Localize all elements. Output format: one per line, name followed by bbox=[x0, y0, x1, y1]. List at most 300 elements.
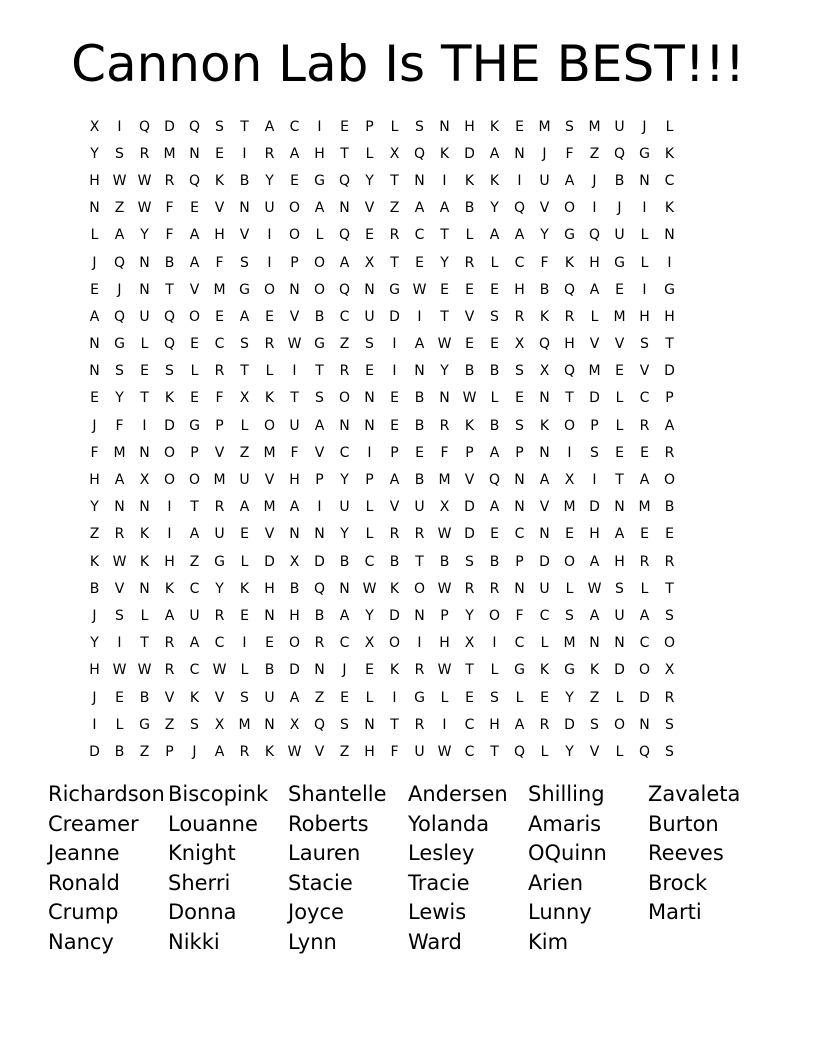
grid-letter: A bbox=[489, 499, 500, 516]
grid-row bbox=[82, 195, 732, 222]
grid-letter: T bbox=[415, 553, 424, 570]
grid-letter: I bbox=[317, 499, 322, 516]
grid-letter: R bbox=[664, 689, 675, 706]
grid-letter: Z bbox=[339, 743, 350, 760]
grid-letter: I bbox=[317, 118, 322, 135]
grid-letter: X bbox=[89, 118, 100, 135]
grid-letter: E bbox=[615, 444, 624, 461]
grid-letter: A bbox=[314, 200, 325, 217]
grid-letter: R bbox=[239, 743, 250, 760]
grid-letter: Y bbox=[365, 172, 374, 189]
grid-letter: K bbox=[264, 743, 275, 760]
grid-letter: L bbox=[665, 118, 674, 135]
grid-letter: L bbox=[465, 227, 474, 244]
grid-letter: I bbox=[567, 444, 572, 461]
grid-letter: E bbox=[465, 689, 474, 706]
grid-letter: N bbox=[414, 363, 425, 380]
grid-letter: D bbox=[614, 662, 625, 679]
grid-letter: A bbox=[389, 472, 400, 489]
grid-letter: M bbox=[263, 444, 276, 461]
grid-letter: I bbox=[392, 363, 397, 380]
grid-letter: X bbox=[214, 716, 225, 733]
grid-letter: A bbox=[639, 472, 650, 489]
grid-letter: Y bbox=[565, 689, 574, 706]
word-list-item: Ronald bbox=[48, 870, 120, 895]
grid-letter: R bbox=[389, 227, 400, 244]
grid-letter: S bbox=[115, 145, 124, 162]
grid-letter: E bbox=[340, 118, 349, 135]
grid-letter: E bbox=[365, 662, 374, 679]
grid-letter: J bbox=[92, 417, 97, 434]
grid-letter: L bbox=[440, 689, 449, 706]
grid-letter: N bbox=[614, 635, 625, 652]
grid-letter: T bbox=[440, 227, 449, 244]
grid-letter: Q bbox=[313, 716, 326, 733]
word-list-item: Kim bbox=[528, 929, 569, 954]
grid-letter: A bbox=[339, 254, 350, 271]
grid-letter: A bbox=[214, 743, 225, 760]
grid-letter: Q bbox=[313, 580, 326, 597]
grid-letter: S bbox=[365, 336, 374, 353]
grid-letter: V bbox=[614, 336, 625, 353]
grid-letter: B bbox=[489, 553, 500, 570]
grid-letter: Y bbox=[90, 145, 99, 162]
grid-letter: D bbox=[464, 499, 475, 516]
word-list-item: Shantelle bbox=[288, 782, 387, 806]
grid-letter: I bbox=[117, 118, 122, 135]
grid-letter: L bbox=[540, 635, 549, 652]
grid-letter: N bbox=[664, 227, 675, 244]
grid-letter: N bbox=[539, 526, 550, 543]
word-list-item: Creamer bbox=[48, 811, 139, 836]
grid-letter: H bbox=[264, 580, 275, 597]
grid-letter: X bbox=[364, 254, 375, 271]
grid-letter: N bbox=[289, 281, 300, 298]
grid-letter: Y bbox=[490, 200, 499, 217]
grid-letter: N bbox=[439, 390, 450, 407]
grid-letter: R bbox=[539, 716, 550, 733]
grid-letter: A bbox=[289, 145, 300, 162]
word-column bbox=[168, 780, 288, 958]
grid-letter: V bbox=[264, 526, 275, 543]
grid-letter: V bbox=[464, 472, 475, 489]
grid-letter: Z bbox=[339, 336, 350, 353]
grid-letter: X bbox=[364, 635, 375, 652]
grid-letter: E bbox=[615, 363, 624, 380]
grid-letter: K bbox=[164, 390, 175, 407]
grid-letter: D bbox=[464, 145, 475, 162]
grid-letter: M bbox=[438, 472, 451, 489]
grid-letter: X bbox=[664, 662, 675, 679]
grid-row bbox=[82, 412, 732, 439]
grid-letter: R bbox=[214, 499, 225, 516]
grid-letter: M bbox=[588, 118, 601, 135]
grid-letter: P bbox=[465, 444, 474, 461]
grid-letter: O bbox=[388, 635, 401, 652]
grid-letter: S bbox=[590, 444, 599, 461]
grid-letter: E bbox=[640, 526, 649, 543]
grid-letter: I bbox=[517, 172, 522, 189]
grid-letter: I bbox=[592, 472, 597, 489]
grid-letter: N bbox=[139, 580, 150, 597]
word-list-item: Stacie bbox=[288, 870, 353, 895]
grid-letter: Q bbox=[538, 336, 551, 353]
grid-letter: D bbox=[164, 118, 175, 135]
grid-letter: M bbox=[213, 472, 226, 489]
grid-letter: Y bbox=[140, 227, 149, 244]
grid-letter: A bbox=[189, 526, 200, 543]
grid-letter: M bbox=[588, 363, 601, 380]
grid-letter: E bbox=[465, 336, 474, 353]
grid-letter: T bbox=[390, 172, 399, 189]
grid-letter: S bbox=[465, 553, 474, 570]
grid-letter: R bbox=[164, 635, 175, 652]
grid-letter: G bbox=[564, 227, 575, 244]
grid-letter: N bbox=[189, 145, 200, 162]
grid-letter: A bbox=[414, 336, 425, 353]
grid-letter: Q bbox=[338, 172, 351, 189]
grid-letter: R bbox=[164, 662, 175, 679]
grid-letter: S bbox=[115, 607, 124, 624]
grid-letter: S bbox=[165, 363, 174, 380]
grid-letter: G bbox=[139, 716, 150, 733]
grid-letter: B bbox=[464, 200, 475, 217]
grid-letter: S bbox=[215, 118, 224, 135]
grid-letter: S bbox=[490, 308, 499, 325]
grid-letter: R bbox=[414, 716, 425, 733]
grid-letter: L bbox=[490, 254, 499, 271]
grid-letter: B bbox=[489, 417, 500, 434]
grid-letter: R bbox=[464, 580, 475, 597]
grid-letter: V bbox=[539, 200, 550, 217]
grid-letter: F bbox=[90, 444, 99, 461]
grid-letter: T bbox=[190, 499, 199, 516]
grid-letter: R bbox=[139, 145, 150, 162]
grid-letter: C bbox=[514, 254, 525, 271]
grid-letter: A bbox=[564, 172, 575, 189]
grid-letter: H bbox=[89, 662, 100, 679]
word-list-item: Joyce bbox=[288, 900, 344, 925]
grid-letter: N bbox=[139, 281, 150, 298]
grid-letter: V bbox=[239, 227, 250, 244]
grid-letter: R bbox=[564, 308, 575, 325]
grid-letter: X bbox=[389, 145, 400, 162]
grid-letter: R bbox=[114, 526, 125, 543]
grid-letter: L bbox=[240, 553, 249, 570]
grid-letter: U bbox=[189, 607, 200, 624]
grid-letter: X bbox=[289, 716, 300, 733]
grid-letter: R bbox=[639, 417, 650, 434]
word-column bbox=[528, 780, 648, 958]
grid-letter: E bbox=[640, 444, 649, 461]
grid-letter: H bbox=[214, 227, 225, 244]
grid-letter: I bbox=[642, 281, 647, 298]
grid-letter: R bbox=[264, 336, 275, 353]
grid-letter: C bbox=[639, 635, 650, 652]
grid-letter: M bbox=[163, 145, 176, 162]
grid-letter: E bbox=[415, 444, 424, 461]
grid-letter: A bbox=[539, 472, 550, 489]
grid-row bbox=[82, 738, 732, 765]
grid-row bbox=[82, 657, 732, 684]
grid-letter: Y bbox=[465, 607, 474, 624]
grid-letter: P bbox=[515, 444, 524, 461]
grid-letter: E bbox=[415, 254, 424, 271]
grid-letter: Y bbox=[440, 363, 449, 380]
grid-letter: N bbox=[139, 499, 150, 516]
grid-letter: C bbox=[289, 118, 300, 135]
grid-letter: N bbox=[314, 526, 325, 543]
grid-letter: I bbox=[367, 444, 372, 461]
grid-row bbox=[82, 358, 732, 385]
grid-letter: D bbox=[564, 716, 575, 733]
grid-letter: W bbox=[287, 743, 302, 760]
grid-letter: T bbox=[290, 390, 299, 407]
grid-letter: O bbox=[613, 716, 626, 733]
grid-letter: M bbox=[113, 444, 126, 461]
grid-letter: N bbox=[514, 145, 525, 162]
grid-row bbox=[82, 140, 732, 167]
grid-letter: U bbox=[264, 200, 275, 217]
grid-letter: X bbox=[289, 553, 300, 570]
grid-letter: Q bbox=[413, 145, 426, 162]
grid-letter: W bbox=[212, 662, 227, 679]
grid-letter: Z bbox=[314, 689, 325, 706]
grid-letter: K bbox=[264, 390, 275, 407]
word-list-item: Zavaleta bbox=[648, 782, 741, 806]
grid-letter: P bbox=[165, 743, 174, 760]
grid-letter: M bbox=[613, 308, 626, 325]
grid-letter: C bbox=[214, 336, 225, 353]
word-list-item: Nancy bbox=[48, 929, 114, 954]
grid-letter: K bbox=[389, 662, 400, 679]
grid-letter: N bbox=[139, 254, 150, 271]
grid-letter: I bbox=[92, 716, 97, 733]
grid-letter: I bbox=[442, 172, 447, 189]
grid-letter: E bbox=[90, 281, 99, 298]
grid-letter: P bbox=[515, 553, 524, 570]
grid-letter: A bbox=[314, 417, 325, 434]
grid-letter: C bbox=[189, 580, 200, 597]
grid-letter: W bbox=[412, 281, 427, 298]
grid-letter: B bbox=[314, 607, 325, 624]
grid-row bbox=[82, 439, 732, 466]
grid-letter: E bbox=[215, 308, 224, 325]
grid-letter: U bbox=[364, 308, 375, 325]
grid-letter: G bbox=[189, 417, 200, 434]
grid-row bbox=[82, 711, 732, 738]
grid-letter: N bbox=[339, 200, 350, 217]
grid-letter: X bbox=[439, 499, 450, 516]
grid-letter: N bbox=[539, 390, 550, 407]
grid-letter: C bbox=[214, 635, 225, 652]
grid-letter: G bbox=[239, 281, 250, 298]
grid-letter: M bbox=[563, 499, 576, 516]
grid-letter: O bbox=[338, 390, 351, 407]
grid-letter: S bbox=[415, 118, 424, 135]
grid-letter: F bbox=[540, 254, 549, 271]
grid-letter: E bbox=[465, 281, 474, 298]
grid-letter: T bbox=[465, 662, 474, 679]
grid-letter: E bbox=[240, 607, 249, 624]
grid-letter: N bbox=[364, 281, 375, 298]
word-list-item: Brock bbox=[648, 870, 708, 895]
grid-letter: H bbox=[289, 607, 300, 624]
grid-letter: N bbox=[514, 472, 525, 489]
grid-letter: G bbox=[639, 145, 650, 162]
grid-letter: E bbox=[615, 281, 624, 298]
grid-letter: L bbox=[190, 363, 199, 380]
grid-letter: Z bbox=[89, 526, 100, 543]
grid-letter: R bbox=[439, 417, 450, 434]
grid-row bbox=[82, 331, 732, 358]
word-list-item: Andersen bbox=[408, 782, 508, 806]
grid-letter: T bbox=[390, 254, 399, 271]
grid-letter: P bbox=[440, 607, 449, 624]
grid-letter: E bbox=[265, 308, 274, 325]
grid-letter: K bbox=[89, 553, 100, 570]
grid-letter: K bbox=[214, 172, 225, 189]
grid-letter: Q bbox=[163, 336, 176, 353]
grid-letter: S bbox=[515, 363, 524, 380]
grid-letter: D bbox=[389, 607, 400, 624]
grid-letter: A bbox=[189, 254, 200, 271]
grid-letter: I bbox=[392, 336, 397, 353]
word-list-item: Jeanne bbox=[48, 841, 120, 866]
grid-letter: C bbox=[539, 607, 550, 624]
grid-letter: J bbox=[342, 662, 347, 679]
grid-letter: E bbox=[540, 689, 549, 706]
grid-letter: J bbox=[542, 145, 547, 162]
grid-letter: F bbox=[215, 254, 224, 271]
grid-letter: E bbox=[90, 390, 99, 407]
grid-letter: T bbox=[140, 390, 149, 407]
grid-letter: K bbox=[489, 118, 500, 135]
grid-letter: R bbox=[664, 553, 675, 570]
word-list-item: Knight bbox=[168, 841, 236, 866]
grid-letter: R bbox=[164, 172, 175, 189]
grid-letter: K bbox=[439, 145, 450, 162]
grid-letter: Z bbox=[589, 689, 600, 706]
grid-letter: G bbox=[514, 662, 525, 679]
grid-letter: P bbox=[590, 417, 599, 434]
grid-letter: E bbox=[365, 363, 374, 380]
grid-letter: R bbox=[214, 607, 225, 624]
grid-letter: M bbox=[538, 118, 551, 135]
grid-letter: B bbox=[414, 472, 425, 489]
grid-letter: R bbox=[514, 308, 525, 325]
grid-letter: Q bbox=[563, 281, 576, 298]
grid-letter: M bbox=[263, 499, 276, 516]
grid-letter: S bbox=[565, 607, 574, 624]
grid-letter: A bbox=[589, 607, 600, 624]
grid-row bbox=[82, 684, 732, 711]
grid-letter: I bbox=[417, 635, 422, 652]
grid-letter: U bbox=[339, 499, 350, 516]
grid-letter: K bbox=[539, 417, 550, 434]
grid-letter: Y bbox=[90, 499, 99, 516]
grid-letter: B bbox=[264, 662, 275, 679]
grid-letter: V bbox=[189, 281, 200, 298]
grid-letter: O bbox=[488, 607, 501, 624]
grid-letter: H bbox=[464, 118, 475, 135]
grid-letter: O bbox=[313, 281, 326, 298]
word-list-item: Biscopink bbox=[168, 782, 269, 806]
grid-letter: A bbox=[414, 200, 425, 217]
grid-letter: F bbox=[165, 227, 174, 244]
grid-letter: S bbox=[565, 118, 574, 135]
grid-letter: X bbox=[239, 390, 250, 407]
grid-letter: B bbox=[489, 363, 500, 380]
grid-letter: A bbox=[489, 145, 500, 162]
grid-letter: C bbox=[414, 227, 425, 244]
grid-letter: U bbox=[239, 472, 250, 489]
grid-letter: B bbox=[414, 390, 425, 407]
grid-letter: G bbox=[389, 281, 400, 298]
grid-row bbox=[82, 167, 732, 194]
word-column bbox=[288, 780, 408, 958]
grid-letter: I bbox=[442, 716, 447, 733]
grid-letter: Y bbox=[440, 254, 449, 271]
grid-letter: H bbox=[289, 472, 300, 489]
grid-row bbox=[82, 385, 732, 412]
grid-letter: N bbox=[114, 499, 125, 516]
grid-letter: A bbox=[289, 689, 300, 706]
grid-letter: D bbox=[389, 308, 400, 325]
grid-letter: L bbox=[90, 227, 99, 244]
grid-letter: V bbox=[214, 444, 225, 461]
grid-letter: N bbox=[239, 200, 250, 217]
grid-letter: I bbox=[267, 227, 272, 244]
grid-letter: D bbox=[264, 553, 275, 570]
word-column bbox=[48, 780, 168, 958]
grid-letter: A bbox=[514, 716, 525, 733]
grid-letter: N bbox=[289, 526, 300, 543]
grid-letter: L bbox=[640, 580, 649, 597]
grid-letter: E bbox=[215, 145, 224, 162]
grid-letter: I bbox=[242, 635, 247, 652]
word-list-item: OQuinn bbox=[528, 841, 607, 866]
grid-letter: I bbox=[142, 417, 147, 434]
grid-letter: E bbox=[440, 281, 449, 298]
grid-letter: G bbox=[314, 336, 325, 353]
grid-letter: H bbox=[589, 526, 600, 543]
grid-letter: T bbox=[340, 145, 349, 162]
grid-letter: K bbox=[489, 172, 500, 189]
grid-letter: K bbox=[239, 580, 250, 597]
grid-letter: K bbox=[564, 254, 575, 271]
grid-letter: N bbox=[614, 499, 625, 516]
grid-letter: R bbox=[639, 553, 650, 570]
grid-letter: S bbox=[340, 716, 349, 733]
grid-letter: L bbox=[115, 716, 124, 733]
grid-letter: T bbox=[140, 635, 149, 652]
grid-letter: H bbox=[514, 281, 525, 298]
grid-letter: E bbox=[115, 689, 124, 706]
grid-letter: A bbox=[439, 200, 450, 217]
grid-letter: A bbox=[239, 499, 250, 516]
grid-letter: A bbox=[639, 607, 650, 624]
grid-letter: I bbox=[592, 200, 597, 217]
grid-letter: W bbox=[287, 336, 302, 353]
grid-letter: R bbox=[414, 662, 425, 679]
grid-letter: H bbox=[564, 336, 575, 353]
grid-letter: L bbox=[615, 417, 624, 434]
grid-letter: S bbox=[640, 336, 649, 353]
grid-letter: N bbox=[414, 172, 425, 189]
grid-letter: N bbox=[364, 716, 375, 733]
word-list-item: Sherri bbox=[168, 870, 231, 895]
